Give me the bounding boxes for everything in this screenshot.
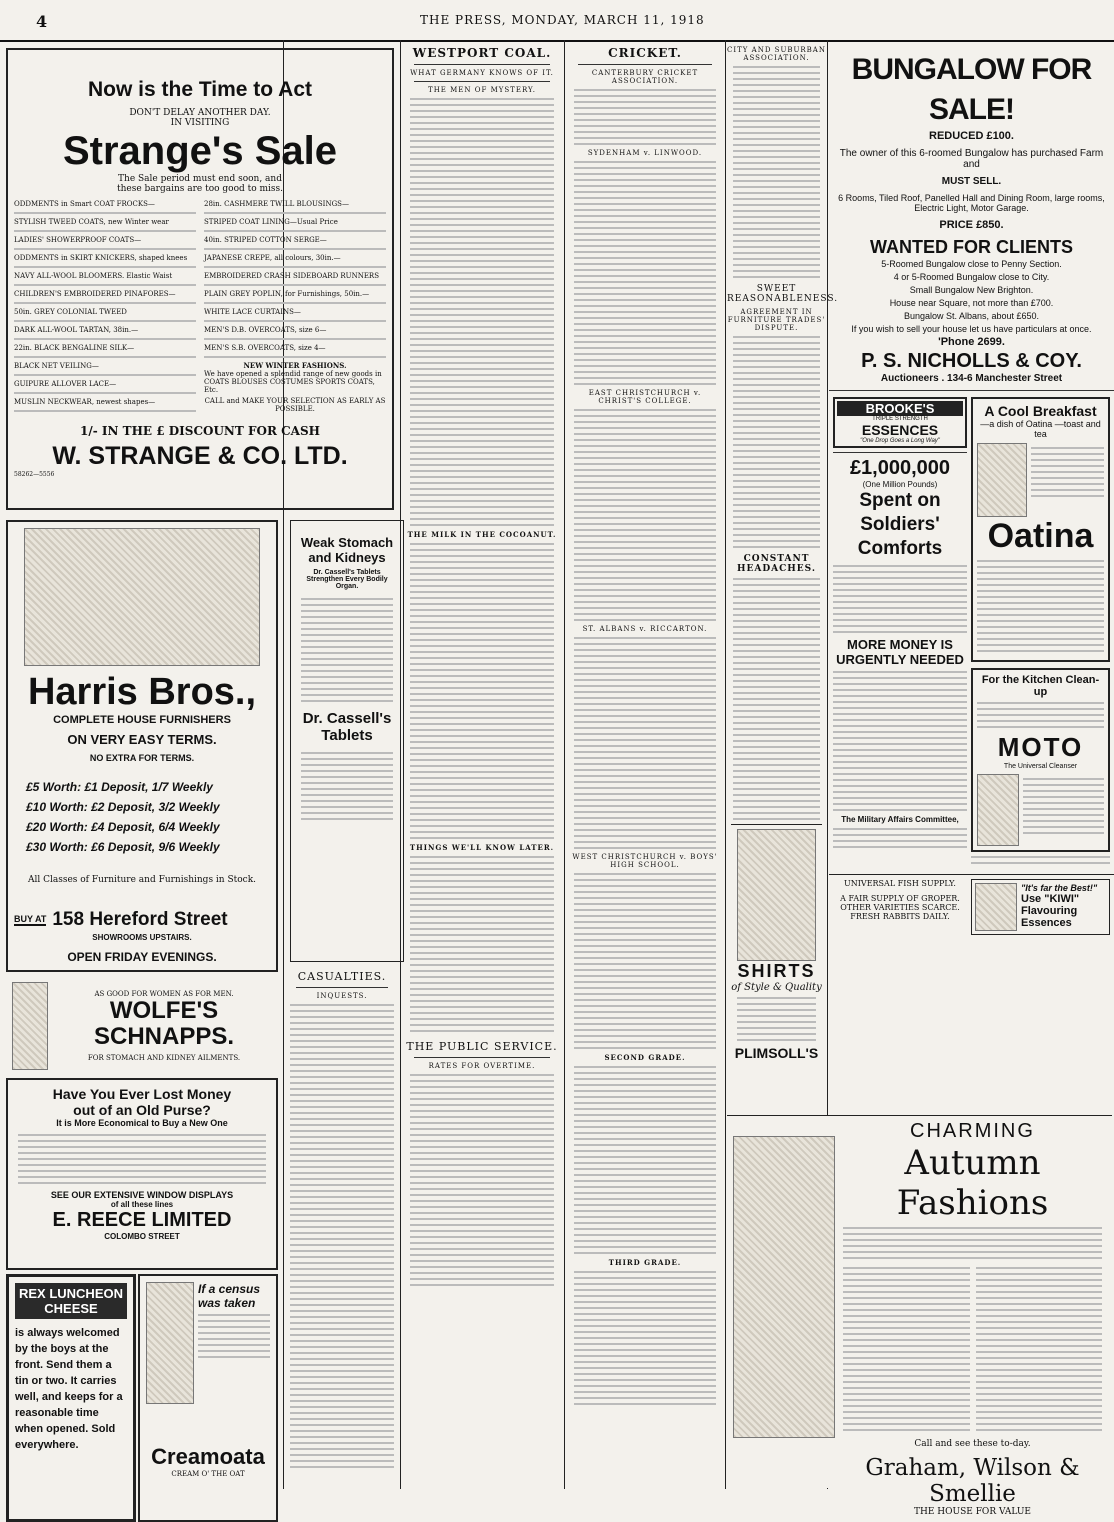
fish-supply-ad	[833, 879, 967, 935]
graham-wilson-ad	[727, 1115, 1112, 1517]
oatina-ad	[971, 397, 1110, 662]
brookes-sub: TRIPLE STRENGTH	[872, 416, 928, 422]
man-in-shirt-illustration	[737, 829, 816, 961]
westport-sub2: THE MEN OF MYSTERY.	[428, 86, 536, 94]
wanted-item: Bungalow St. Albans, about £650.	[903, 311, 1040, 321]
shirts-firm: PLIMSOLL'S	[734, 1045, 819, 1061]
strange-new-winter-text: We have opened a splendid range of new goods in COATS BLOUSES COSTUMES SPORTS COATS, Etc.	[204, 370, 382, 394]
soldiers-amount: £1,000,000	[849, 457, 951, 479]
moto-title: For the Kitchen Clean-up	[981, 674, 1100, 698]
oatina-sub: —a dish of Oatina —toast and tea	[980, 419, 1101, 439]
list-item: EMBROIDERED CRASH SIDEBOARD RUNNERS	[204, 272, 379, 280]
shirts-sub: of Style & Quality	[731, 982, 822, 993]
strange-tag1: The Sale period must end soon, and	[118, 174, 282, 184]
reece-see2: of all these lines	[110, 1200, 174, 1209]
city-agree: AGREEMENT IN FURNITURE TRADES' DISPUTE.	[727, 308, 826, 332]
graham-firm: Graham, Wilson & Smellie	[865, 1455, 1080, 1507]
terms-row: £30 Worth: £6 Deposit, 9/6 Weekly	[26, 840, 220, 854]
page-number: 4	[36, 12, 48, 31]
left-ad-column	[0, 40, 400, 1489]
westport-milk: THE MILK IN THE COCOANUT.	[407, 530, 557, 539]
wolfe-sub: FOR STOMACH AND KIDNEY AILMENTS.	[87, 1054, 241, 1062]
strange-new-winter: NEW WINTER FASHIONS.	[243, 361, 347, 370]
rex-name: REX LUNCHEON CHEESE	[15, 1283, 127, 1319]
masthead	[0, 0, 1114, 42]
reece-firm: E. REECE LIMITED	[52, 1209, 232, 1231]
strange-discount: 1/- IN THE £ DISCOUNT FOR CASH	[80, 424, 320, 438]
cricket-column	[566, 40, 724, 1489]
list-item: GUIPURE ALLOVER LACE—	[14, 380, 117, 388]
kiwi-name: Flavouring Essences	[1021, 905, 1078, 929]
westport-sub1: WHAT GERMANY KNOWS OF IT.	[410, 69, 554, 77]
brookes-ad	[833, 397, 967, 448]
wanted-item: Small Bungalow New Brighton.	[909, 285, 1034, 295]
list-item: ODDMENTS in SKIRT KNICKERS, shaped knees	[14, 254, 188, 262]
terms-row: £5 Worth: £1 Deposit, 1/7 Weekly	[26, 780, 213, 794]
bungalow-desc: 6 Rooms, Tiled Roof, Panelled Hall and Dining Room, large rooms, Electric Light, Motor Garage.	[838, 193, 1105, 213]
westport-title: WESTPORT COAL.	[412, 46, 552, 60]
list-item: NAVY ALL-WOOL BLOOMERS. Elastic Waist	[14, 272, 173, 280]
cassell-name1: Dr. Cassell's	[302, 710, 392, 727]
cricket-st-albans: ST. ALBANS v. RICCARTON.	[582, 625, 708, 633]
cassell-sub: Dr. Cassell's Tablets Strengthen Every Bodily Organ.	[306, 569, 388, 590]
harris-line1: COMPLETE HOUSE FURNISHERS	[53, 714, 231, 726]
brookes-essences: ESSENCES	[861, 422, 939, 438]
wolfe-ad	[6, 976, 278, 1074]
furniture-illustration	[24, 528, 260, 666]
harris-name: Harris Bros.,	[27, 671, 257, 713]
list-item: 22in. BLACK BENGALINE SILK—	[14, 344, 135, 352]
cassell-h2: and Kidneys	[308, 550, 386, 565]
harris-line3: NO EXTRA FOR TERMS.	[89, 753, 195, 763]
kiwi-bird-illustration	[975, 883, 1017, 931]
column-divider	[725, 40, 726, 1489]
soldiers-urgent: URGENTLY NEEDED	[836, 652, 964, 667]
moto-sub: The Universal Cleanser	[1003, 763, 1078, 770]
graham-call: Call and see these to-day.	[914, 1439, 1031, 1449]
list-item: 40in. STRIPED COTTON SERGE—	[204, 236, 327, 244]
kiwi-use: Use "KIWI"	[1021, 893, 1080, 905]
strange-items-left	[14, 200, 196, 416]
creamoata-tag: CREAM O' THE OAT	[171, 1470, 245, 1478]
list-item: DARK ALL-WOOL TARTAN, 38in.—	[14, 326, 139, 334]
casualties-inquests: INQUESTS.	[316, 992, 368, 1000]
harris-classes: All Classes of Furniture and Furnishings in Stock.	[27, 875, 257, 885]
wanted-item: 4 or 5-Roomed Bungalow close to City.	[893, 272, 1050, 282]
strange-sub1: DON'T DELAY ANOTHER DAY.	[129, 108, 271, 118]
harris-address: 158 Hereford Street	[52, 909, 228, 930]
reece-headline2: out of an Old Purse?	[73, 1102, 211, 1118]
soldiers-comforts-column	[833, 397, 967, 868]
brookes-name: BROOKE'S	[837, 401, 963, 416]
harris-open: OPEN FRIDAY EVENINGS.	[67, 950, 217, 964]
fish-line3: FRESH RABBITS DAILY.	[850, 912, 950, 921]
oatina-headline: A Cool Breakfast	[984, 403, 1097, 419]
terms-row: £20 Worth: £4 Deposit, 6/4 Weekly	[26, 820, 220, 834]
list-item: MEN'S S.B. OVERCOATS, size 4—	[204, 344, 326, 352]
creamoata-headline: If a census was taken	[198, 1282, 261, 1310]
city-sweet: SWEET REASONABLENESS.	[727, 284, 839, 304]
cricket-sydenham: SYDENHAM v. LINWOOD.	[587, 149, 703, 157]
list-item: 50in. GREY COLONIAL TWEED	[14, 308, 127, 316]
graham-title: Autumn Fashions	[896, 1143, 1049, 1223]
westport-column	[402, 40, 562, 1489]
fish-title: UNIVERSAL FISH SUPPLY.	[844, 879, 956, 888]
moto-tin-illustration	[977, 774, 1019, 846]
list-item: STRIPED COAT LINING—Usual Price	[204, 218, 338, 226]
newspaper-header: THE PRESS, MONDAY, MARCH 11, 1918	[420, 13, 705, 27]
shirts-ad	[731, 824, 822, 1061]
fashion-lady-illustration	[733, 1136, 835, 1438]
bungalow-must: MUST SELL.	[941, 176, 1002, 187]
reece-see: SEE OUR EXTENSIVE WINDOW DISPLAYS	[50, 1190, 234, 1200]
reece-ad	[6, 1078, 278, 1270]
strange-call: CALL and MAKE YOUR SELECTION AS EARLY AS POSSIBLE.	[204, 397, 386, 413]
brookes-tag: "One Drop Goes a Long Way"	[860, 438, 940, 444]
list-item: CHILDREN'S EMBROIDERED PINAFORES—	[14, 290, 176, 298]
cricket-title: CRICKET.	[608, 46, 682, 60]
bungalow-title: BUNGALOW FOR SALE!	[851, 53, 1092, 126]
cricket-east: EAST CHRISTCHURCH v. CHRIST'S COLLEGE.	[588, 389, 702, 405]
public-service-title: THE PUBLIC SERVICE.	[406, 1040, 558, 1053]
casualties-section	[284, 964, 400, 1472]
kiwi-quote: "It's far the Best!"	[1021, 883, 1098, 893]
bungalow-reduced: REDUCED £100.	[929, 130, 1014, 142]
moto-ad	[971, 668, 1110, 852]
harris-buy-at: BUY AT	[14, 914, 47, 924]
list-item: ODDMENTS in Smart COAT FROCKS—	[14, 200, 155, 208]
kiwi-ad	[971, 879, 1110, 935]
wolfe-name1: WOLFE'S	[109, 997, 219, 1024]
bungalow-phone: 'Phone 2699.	[938, 336, 1005, 348]
city-title: CITY AND SUBURBAN ASSOCIATION.	[727, 46, 826, 62]
harris-terms	[14, 777, 270, 857]
rex-cheese-ad	[6, 1274, 136, 1522]
reece-sub: It is More Economical to Buy a New One	[56, 1118, 228, 1128]
bottle-illustration	[12, 982, 48, 1070]
rex-text: is always welcomed by the boys at the front. Send them a tin or two. It carries well, and keeps for a reasonable time when opened. Sold everywhere.	[15, 1327, 123, 1451]
reece-street: COLOMBO STREET	[104, 1232, 180, 1241]
graham-tag: THE HOUSE FOR VALUE	[914, 1507, 1031, 1517]
column-divider	[564, 40, 565, 1489]
oatina-name: Oatina	[987, 517, 1094, 555]
soldiers-more: MORE MONEY IS	[847, 637, 953, 652]
list-item: MUSLIN NECKWEAR, newest shapes—	[14, 398, 156, 406]
moto-name: MOTO	[997, 732, 1084, 762]
oatina-moto-column	[971, 397, 1110, 868]
strange-firm: W. STRANGE & CO. LTD.	[52, 442, 348, 470]
list-item: STYLISH TWEED COATS, new Winter wear	[14, 218, 169, 226]
reece-headline1: Have You Ever Lost Money	[52, 1086, 232, 1102]
bungalow-firm: P. S. NICHOLLS & COY.	[861, 350, 1082, 372]
creamoata-ad	[138, 1274, 278, 1522]
cassell-ad	[290, 520, 404, 962]
soldiers-spent: Spent on	[859, 490, 941, 511]
harris-line2: ON VERY EASY TERMS.	[67, 732, 217, 747]
fish-line2: OTHER VARIETIES SCARCE.	[840, 903, 960, 912]
harris-showrooms: SHOWROOMS UPSTAIRS.	[92, 933, 192, 942]
westport-things: THINGS WE'LL KNOW LATER.	[409, 843, 555, 852]
soldiers-million: (One Million Pounds)	[862, 480, 938, 489]
wanted-item: If you wish to sell your house let us have particulars at once.	[851, 324, 1092, 334]
casualties-title: CASUALTIES.	[297, 970, 387, 983]
creamoata-name: Creamoata	[151, 1444, 265, 1469]
shirts-name: SHIRTS	[737, 961, 816, 981]
strange-sub2: IN VISITING	[170, 118, 230, 128]
cricket-wch: WEST CHRISTCHURCH v. BOYS' HIGH SCHOOL.	[572, 853, 718, 869]
bungalow-owner: The owner of this 6-roomed Bungalow has purchased Farm and	[839, 148, 1104, 170]
list-item: MEN'S D.B. OVERCOATS, size 6—	[204, 326, 327, 334]
cassell-h1: Weak Stomach	[300, 535, 394, 550]
city-headaches: CONSTANT HEADACHES.	[737, 554, 816, 574]
strange-tag2: these bargains are too good to miss.	[116, 184, 284, 194]
list-item: PLAIN GREY POPLIN, for Furnishings, 50in.—	[204, 290, 370, 298]
strange-sale-ad	[6, 48, 394, 510]
cricket-second: SECOND GRADE.	[604, 1053, 686, 1062]
wanted-item: House near Square, not more than £700.	[889, 298, 1054, 308]
wolfe-tag: AS GOOD FOR WOMEN AS FOR MEN.	[94, 990, 234, 998]
list-item: LADIES' SHOWERPROOF COATS—	[14, 236, 142, 244]
cricket-assoc: CANTERBURY CRICKET ASSOCIATION.	[591, 69, 699, 85]
bungalow-auct: Auctioneers . 134-6 Manchester Street	[880, 373, 1063, 384]
list-item: WHITE LACE CURTAINS—	[204, 308, 301, 316]
bungalow-wanted: WANTED FOR CLIENTS	[870, 237, 1073, 257]
soldiers-soldiers: Soldiers'	[860, 514, 940, 535]
cricket-third: THIRD GRADE.	[608, 1258, 682, 1267]
list-item: JAPANESE CREPE, all colours, 30in.—	[204, 254, 341, 262]
oatina-packet-illustration	[977, 443, 1027, 517]
list-item: 28in. CASHMERE TWILL BLOUSINGS—	[204, 200, 349, 208]
bungalow-ad	[829, 50, 1114, 384]
list-item: BLACK NET VEILING—	[14, 362, 99, 370]
fish-line1: A FAIR SUPPLY OF GROPER.	[840, 894, 960, 903]
harris-bros-ad	[6, 520, 278, 972]
strange-items-right	[204, 200, 386, 416]
cassell-name2: Tablets	[321, 727, 373, 744]
creamoata-packet-illustration	[146, 1282, 194, 1404]
wanted-item: 5-Roomed Bungalow close to Penny Section.	[881, 259, 1062, 269]
strange-headline: Now is the Time to Act	[87, 78, 313, 101]
graham-charming: CHARMING	[910, 1120, 1035, 1142]
soldiers-comforts: Comforts	[857, 538, 943, 559]
soldiers-committee: The Military Affairs Committee,	[841, 815, 959, 824]
strange-ref: 58262—5556	[14, 471, 55, 478]
strange-name: Strange's Sale	[62, 129, 338, 173]
public-service-sub: RATES FOR OVERTIME.	[428, 1062, 536, 1070]
wolfe-name2: SCHNAPPS.	[93, 1023, 235, 1050]
terms-row: £10 Worth: £2 Deposit, 3/2 Weekly	[26, 800, 220, 814]
bungalow-price: PRICE £850.	[939, 219, 1004, 231]
